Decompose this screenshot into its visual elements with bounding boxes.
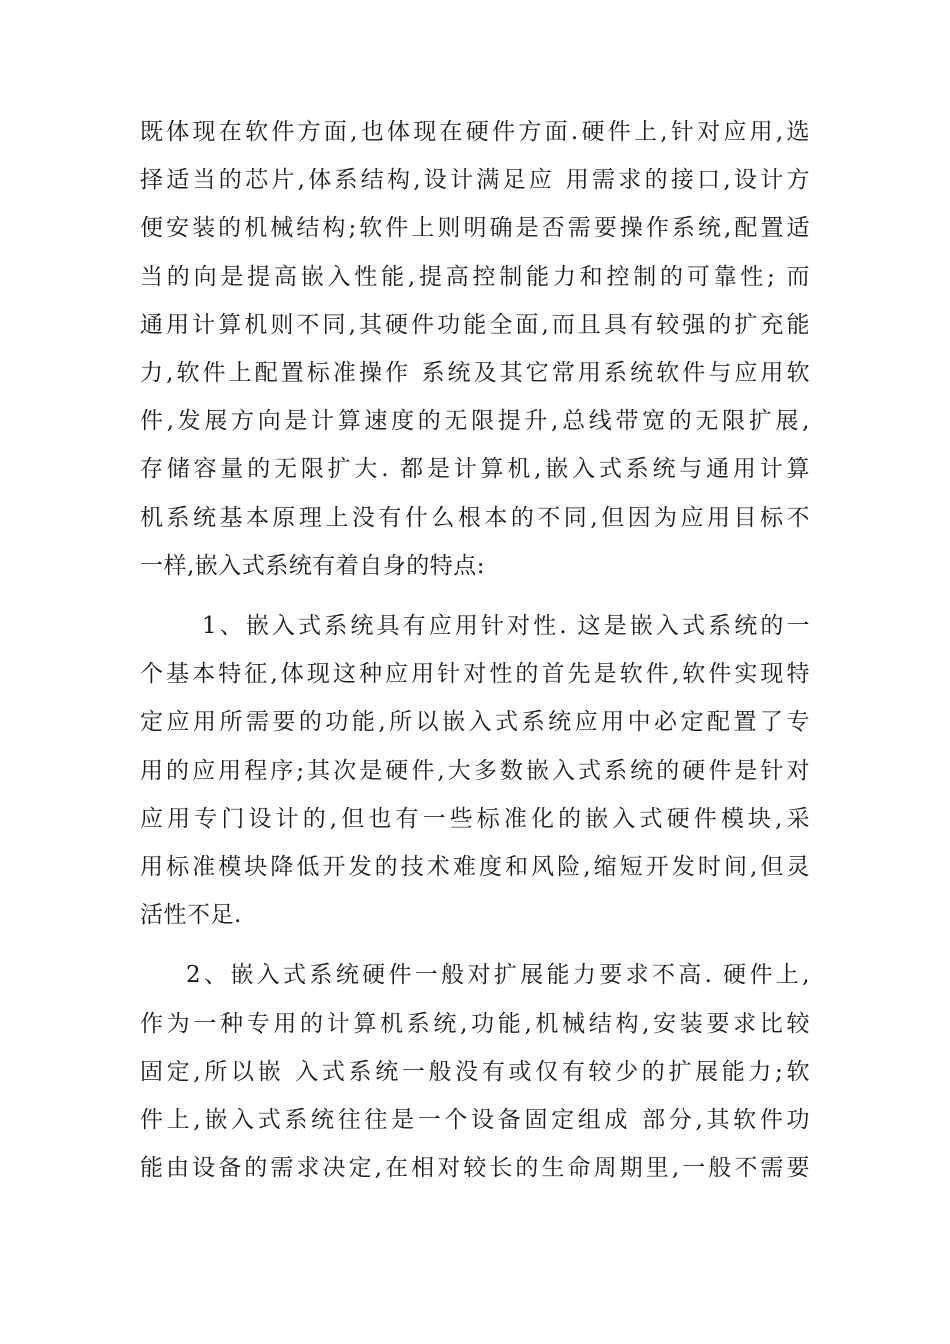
paragraph-3 [140,951,810,1192]
text-line: 能由设备的需求决定,在相对较长的生命周期里,一般不需要 [140,1155,810,1182]
text-line: 作为一种专用的计算机系统,功能,机械结构,安装要求比较 [140,1010,810,1037]
text-line: 用标准模块降低开发的技术难度和风险,缩短开发时间,但灵 [140,854,810,881]
text-line: 用的应用程序;其次是硬件,大多数嵌入式系统的硬件是针对 [140,757,810,784]
text-line: 固定,所以嵌 入式系统一般没有或仅有较少的扩展能力;软 [140,1058,810,1085]
text-line: 存储容量的无限扩大. 都是计算机,嵌入式系统与通用计算 [140,456,810,483]
paragraph-1 [140,108,810,590]
text-line: 活性不足. [140,902,242,929]
text-line: 一样,嵌入式系统有着自身的特点: [140,552,486,579]
body-text [140,108,810,1192]
text-line: 1、嵌入式系统具有应用针对性. 这是嵌入式系统的一 [202,613,810,640]
text-line: 件,发展方向是计算速度的无限提升,总线带宽的无限扩展, [140,408,810,435]
text-line: 个基本特征,体现这种应用针对性的首先是软件,软件实现特 [140,661,810,688]
text-line: 便安装的机械结构;软件上则明确是否需要操作系统,配置适 [140,215,810,242]
text-line: 既体现在软件方面,也体现在硬件方面.硬件上,针对应用,选 [140,119,810,145]
text-line: 机系统基本原理上没有什么根本的不同,但因为应用目标不 [140,504,810,531]
text-line: 择适当的芯片,体系结构,设计满足应 用需求的接口,设计方 [140,167,810,194]
paragraph-2 [140,602,810,939]
text-line: 当的向是提高嵌入性能,提高控制能力和控制的可靠性; 而 [140,263,810,290]
text-line: 2、嵌入式系统硬件一般对扩展能力要求不高. 硬件上, [186,962,810,989]
text-line: 应用专门设计的,但也有一些标准化的嵌入式硬件模块,采 [140,805,810,832]
text-line: 件上,嵌入式系统往往是一个设备固定组成 部分,其软件功 [140,1107,810,1134]
paragraph-gap [140,590,810,602]
text-line: 力,软件上配置标准操作 系统及其它常用系统软件与应用软 [140,360,810,387]
text-line: 通用计算机则不同,其硬件功能全面,而且具有较强的扩充能 [140,311,810,338]
paragraph-gap [140,939,810,951]
text-line: 定应用所需要的功能,所以嵌入式系统应用中必定配置了专 [140,709,810,736]
